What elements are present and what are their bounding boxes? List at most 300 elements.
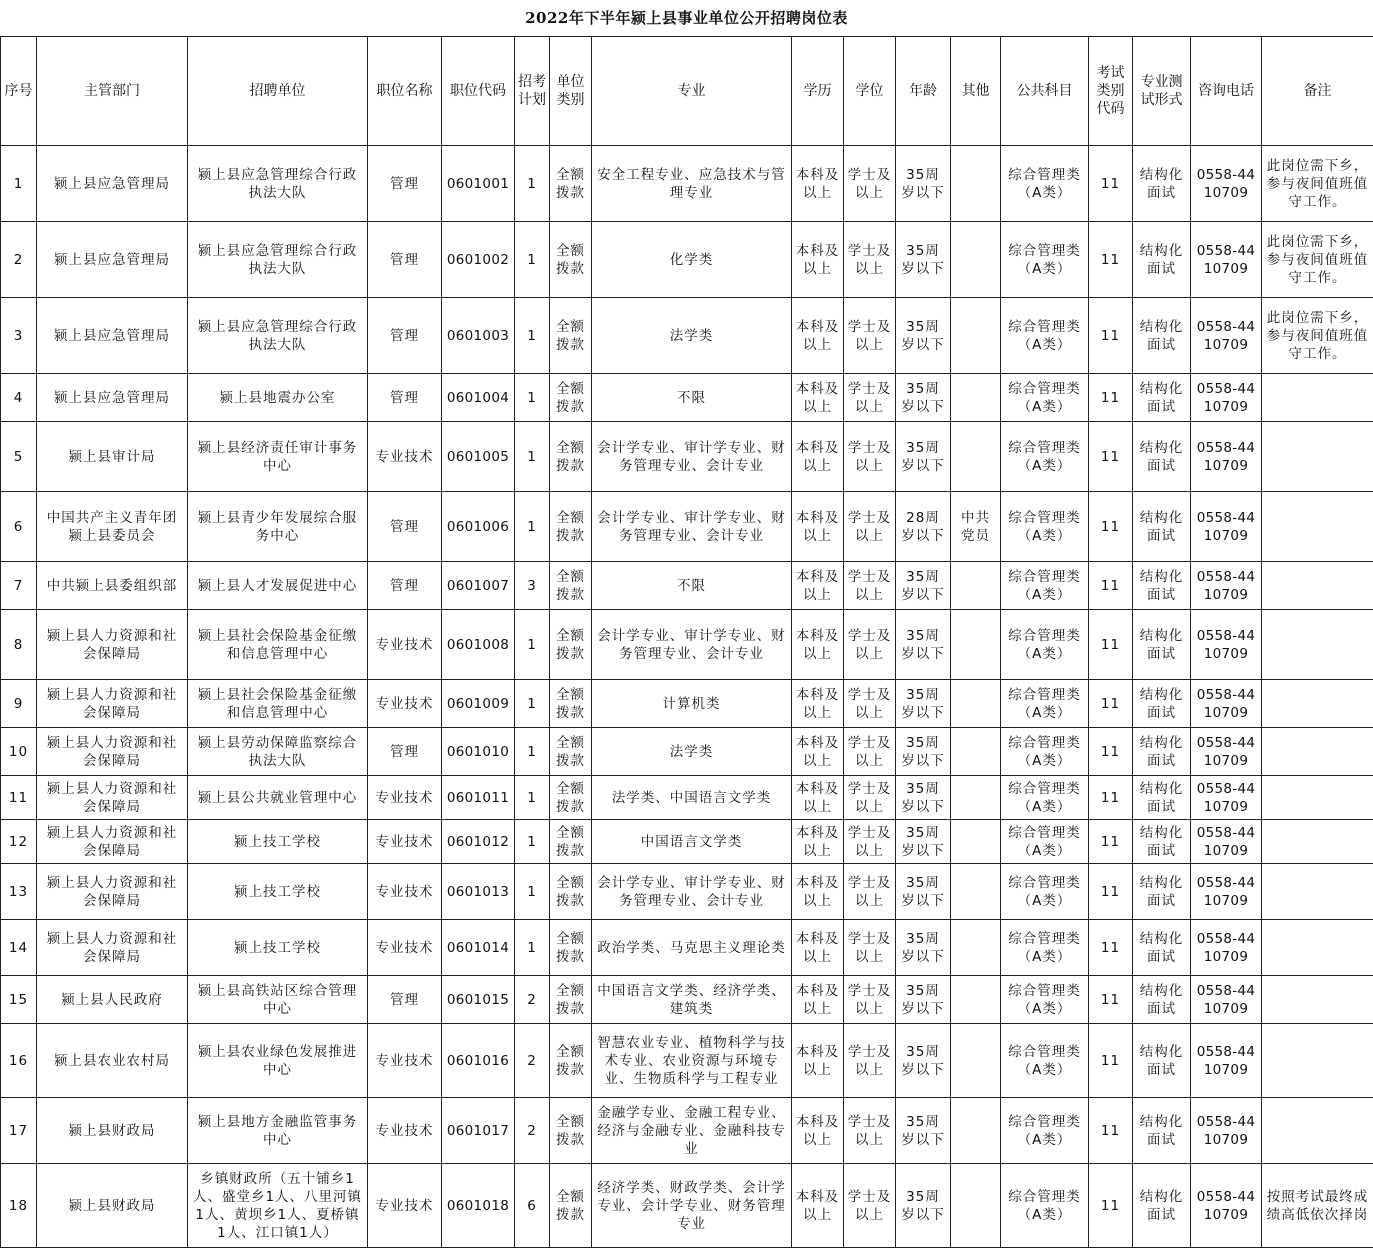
cell-seq: 15 [1, 976, 37, 1024]
cell-deg: 学士及以上 [844, 374, 896, 422]
cell-seq: 9 [1, 680, 37, 728]
cell-other [951, 820, 1001, 864]
cell-edu: 本科及以上 [792, 1098, 844, 1164]
cell-major: 金融学专业、金融工程专业、经济与金融专业、金融科技专业 [592, 1098, 792, 1164]
cell-age: 35周岁以下 [896, 820, 951, 864]
cell-seq: 3 [1, 298, 37, 374]
cell-plan: 1 [515, 374, 550, 422]
cell-age: 35周岁以下 [896, 1024, 951, 1098]
cell-unit: 颍上县应急管理综合行政执法大队 [188, 298, 368, 374]
cell-unit: 颍上县社会保险基金征缴和信息管理中心 [188, 610, 368, 680]
cell-seq: 5 [1, 422, 37, 492]
column-header: 招考计划 [515, 37, 550, 146]
table-row [1, 776, 1373, 820]
cell-age: 35周岁以下 [896, 728, 951, 776]
cell-dept: 颍上县农业农村局 [37, 1024, 188, 1098]
cell-examcode: 11 [1089, 864, 1133, 920]
cell-pos: 专业技术 [368, 422, 442, 492]
cell-pub: 综合管理类（A类） [1001, 374, 1089, 422]
cell-unit: 颍上县地震办公室 [188, 374, 368, 422]
column-header: 考试类别代码 [1089, 37, 1133, 146]
cell-pos: 专业技术 [368, 776, 442, 820]
cell-other [951, 1164, 1001, 1248]
cell-dept: 颍上县人力资源和社会保障局 [37, 864, 188, 920]
cell-age: 35周岁以下 [896, 976, 951, 1024]
cell-examcode: 11 [1089, 776, 1133, 820]
cell-edu: 本科及以上 [792, 728, 844, 776]
cell-major: 政治学类、马克思主义理论类 [592, 920, 792, 976]
cell-note [1262, 422, 1373, 492]
cell-plan: 1 [515, 146, 550, 222]
cell-note [1262, 920, 1373, 976]
cell-examcode: 11 [1089, 422, 1133, 492]
cell-major: 经济学类、财政学类、会计学专业、会计学专业、财务管理专业 [592, 1164, 792, 1248]
cell-test: 结构化面试 [1133, 864, 1191, 920]
cell-pos: 专业技术 [368, 1164, 442, 1248]
cell-deg: 学士及以上 [844, 1098, 896, 1164]
cell-pub: 综合管理类（A类） [1001, 562, 1089, 610]
cell-dept: 颍上县人力资源和社会保障局 [37, 610, 188, 680]
cell-dept: 颍上县应急管理局 [37, 146, 188, 222]
cell-other [951, 680, 1001, 728]
cell-pub: 综合管理类（A类） [1001, 820, 1089, 864]
cell-unit: 颍上县经济责任审计事务中心 [188, 422, 368, 492]
cell-deg: 学士及以上 [844, 1164, 896, 1248]
column-header: 专业 [592, 37, 792, 146]
cell-pos: 专业技术 [368, 1098, 442, 1164]
cell-deg: 学士及以上 [844, 298, 896, 374]
cell-phone: 0558-4410709 [1191, 374, 1262, 422]
cell-unit: 颍上县公共就业管理中心 [188, 776, 368, 820]
cell-dept: 颍上县人力资源和社会保障局 [37, 820, 188, 864]
cell-deg: 学士及以上 [844, 562, 896, 610]
cell-edu: 本科及以上 [792, 1164, 844, 1248]
cell-dept: 颍上县财政局 [37, 1164, 188, 1248]
cell-cat: 全额拨款 [550, 976, 592, 1024]
cell-cat: 全额拨款 [550, 374, 592, 422]
cell-seq: 7 [1, 562, 37, 610]
cell-other [951, 976, 1001, 1024]
cell-unit: 颍上县劳动保障监察综合执法大队 [188, 728, 368, 776]
cell-pub: 综合管理类（A类） [1001, 146, 1089, 222]
cell-seq: 10 [1, 728, 37, 776]
cell-note [1262, 864, 1373, 920]
cell-plan: 6 [515, 1164, 550, 1248]
cell-examcode: 11 [1089, 492, 1133, 562]
cell-deg: 学士及以上 [844, 864, 896, 920]
cell-other [951, 920, 1001, 976]
cell-deg: 学士及以上 [844, 820, 896, 864]
cell-plan: 1 [515, 298, 550, 374]
cell-edu: 本科及以上 [792, 976, 844, 1024]
cell-unit: 颍上县农业绿色发展推进中心 [188, 1024, 368, 1098]
cell-major: 中国语言文学类 [592, 820, 792, 864]
column-header: 职位名称 [368, 37, 442, 146]
cell-age: 35周岁以下 [896, 864, 951, 920]
cell-dept: 颍上县应急管理局 [37, 374, 188, 422]
cell-seq: 4 [1, 374, 37, 422]
cell-pos: 专业技术 [368, 920, 442, 976]
cell-deg: 学士及以上 [844, 728, 896, 776]
cell-pub: 综合管理类（A类） [1001, 1024, 1089, 1098]
table-row [1, 610, 1373, 680]
cell-code: 0601004 [442, 374, 515, 422]
cell-edu: 本科及以上 [792, 492, 844, 562]
cell-test: 结构化面试 [1133, 820, 1191, 864]
column-header: 招聘单位 [188, 37, 368, 146]
cell-dept: 颍上县应急管理局 [37, 298, 188, 374]
cell-phone: 0558-4410709 [1191, 422, 1262, 492]
cell-deg: 学士及以上 [844, 920, 896, 976]
cell-examcode: 11 [1089, 610, 1133, 680]
cell-code: 0601009 [442, 680, 515, 728]
cell-note [1262, 776, 1373, 820]
cell-edu: 本科及以上 [792, 920, 844, 976]
cell-other [951, 562, 1001, 610]
cell-test: 结构化面试 [1133, 976, 1191, 1024]
table-row [1, 492, 1373, 562]
cell-pub: 综合管理类（A类） [1001, 610, 1089, 680]
cell-phone: 0558-4410709 [1191, 820, 1262, 864]
cell-unit: 颍上技工学校 [188, 820, 368, 864]
cell-test: 结构化面试 [1133, 1024, 1191, 1098]
cell-major: 智慧农业专业、植物科学与技术专业、农业资源与环境专业、生物质科学与工程专业 [592, 1024, 792, 1098]
cell-plan: 1 [515, 920, 550, 976]
cell-pub: 综合管理类（A类） [1001, 422, 1089, 492]
cell-test: 结构化面试 [1133, 492, 1191, 562]
cell-dept: 中共颍上县委组织部 [37, 562, 188, 610]
cell-code: 0601001 [442, 146, 515, 222]
cell-code: 0601002 [442, 222, 515, 298]
cell-deg: 学士及以上 [844, 422, 896, 492]
cell-code: 0601008 [442, 610, 515, 680]
cell-major: 法学类 [592, 728, 792, 776]
cell-examcode: 11 [1089, 820, 1133, 864]
cell-age: 35周岁以下 [896, 680, 951, 728]
column-header: 主管部门 [37, 37, 188, 146]
table-row [1, 680, 1373, 728]
column-header: 职位代码 [442, 37, 515, 146]
cell-test: 结构化面试 [1133, 146, 1191, 222]
table-row [1, 1024, 1373, 1098]
cell-dept: 颍上县人民政府 [37, 976, 188, 1024]
cell-age: 35周岁以下 [896, 298, 951, 374]
cell-plan: 1 [515, 728, 550, 776]
cell-pub: 综合管理类（A类） [1001, 298, 1089, 374]
cell-pub: 综合管理类（A类） [1001, 776, 1089, 820]
cell-age: 35周岁以下 [896, 422, 951, 492]
cell-note: 此岗位需下乡，参与夜间值班值守工作。 [1262, 146, 1373, 222]
cell-seq: 1 [1, 146, 37, 222]
cell-examcode: 11 [1089, 562, 1133, 610]
cell-examcode: 11 [1089, 976, 1133, 1024]
cell-dept: 颍上县财政局 [37, 1098, 188, 1164]
cell-code: 0601006 [442, 492, 515, 562]
cell-edu: 本科及以上 [792, 610, 844, 680]
cell-deg: 学士及以上 [844, 146, 896, 222]
cell-other [951, 728, 1001, 776]
cell-other: 中共党员 [951, 492, 1001, 562]
cell-pub: 综合管理类（A类） [1001, 728, 1089, 776]
cell-pos: 专业技术 [368, 1024, 442, 1098]
cell-note: 此岗位需下乡，参与夜间值班值守工作。 [1262, 298, 1373, 374]
cell-cat: 全额拨款 [550, 776, 592, 820]
cell-plan: 2 [515, 976, 550, 1024]
cell-pos: 管理 [368, 374, 442, 422]
cell-examcode: 11 [1089, 146, 1133, 222]
cell-major: 法学类 [592, 298, 792, 374]
column-header: 年龄 [896, 37, 951, 146]
cell-deg: 学士及以上 [844, 610, 896, 680]
cell-pub: 综合管理类（A类） [1001, 680, 1089, 728]
header-row [1, 37, 1373, 146]
cell-test: 结构化面试 [1133, 610, 1191, 680]
table-row [1, 298, 1373, 374]
cell-major: 会计学专业、审计学专业、财务管理专业、会计专业 [592, 422, 792, 492]
cell-pos: 管理 [368, 298, 442, 374]
cell-seq: 6 [1, 492, 37, 562]
cell-test: 结构化面试 [1133, 728, 1191, 776]
cell-examcode: 11 [1089, 374, 1133, 422]
cell-other [951, 776, 1001, 820]
cell-pos: 管理 [368, 976, 442, 1024]
cell-note [1262, 820, 1373, 864]
cell-dept: 颍上县审计局 [37, 422, 188, 492]
cell-plan: 1 [515, 820, 550, 864]
cell-age: 35周岁以下 [896, 1098, 951, 1164]
cell-age: 35周岁以下 [896, 374, 951, 422]
cell-seq: 11 [1, 776, 37, 820]
cell-test: 结构化面试 [1133, 298, 1191, 374]
cell-phone: 0558-4410709 [1191, 728, 1262, 776]
cell-examcode: 11 [1089, 222, 1133, 298]
column-header: 学位 [844, 37, 896, 146]
cell-note [1262, 680, 1373, 728]
cell-age: 35周岁以下 [896, 610, 951, 680]
cell-edu: 本科及以上 [792, 422, 844, 492]
cell-plan: 1 [515, 864, 550, 920]
cell-dept: 颍上县人力资源和社会保障局 [37, 680, 188, 728]
cell-major: 不限 [592, 374, 792, 422]
cell-edu: 本科及以上 [792, 864, 844, 920]
cell-pos: 管理 [368, 492, 442, 562]
cell-cat: 全额拨款 [550, 422, 592, 492]
cell-note [1262, 562, 1373, 610]
cell-cat: 全额拨款 [550, 728, 592, 776]
cell-test: 结构化面试 [1133, 920, 1191, 976]
cell-note [1262, 1024, 1373, 1098]
cell-cat: 全额拨款 [550, 680, 592, 728]
table-row [1, 222, 1373, 298]
cell-pub: 综合管理类（A类） [1001, 920, 1089, 976]
cell-pub: 综合管理类（A类） [1001, 1098, 1089, 1164]
cell-unit: 颍上县应急管理综合行政执法大队 [188, 146, 368, 222]
table-row [1, 422, 1373, 492]
table-row [1, 146, 1373, 222]
cell-test: 结构化面试 [1133, 776, 1191, 820]
cell-other [951, 1098, 1001, 1164]
cell-age: 35周岁以下 [896, 146, 951, 222]
cell-pos: 管理 [368, 146, 442, 222]
cell-other [951, 222, 1001, 298]
cell-note [1262, 728, 1373, 776]
column-header: 单位类别 [550, 37, 592, 146]
cell-major: 会计学专业、审计学专业、财务管理专业、会计专业 [592, 864, 792, 920]
cell-examcode: 11 [1089, 1098, 1133, 1164]
column-header: 公共科目 [1001, 37, 1089, 146]
cell-unit: 颍上技工学校 [188, 864, 368, 920]
cell-pos: 专业技术 [368, 820, 442, 864]
cell-deg: 学士及以上 [844, 222, 896, 298]
column-header: 其他 [951, 37, 1001, 146]
cell-note [1262, 374, 1373, 422]
cell-phone: 0558-4410709 [1191, 976, 1262, 1024]
cell-seq: 18 [1, 1164, 37, 1248]
cell-age: 35周岁以下 [896, 1164, 951, 1248]
cell-cat: 全额拨款 [550, 864, 592, 920]
cell-plan: 1 [515, 776, 550, 820]
cell-plan: 1 [515, 610, 550, 680]
cell-plan: 1 [515, 680, 550, 728]
cell-unit: 颍上县高铁站区综合管理中心 [188, 976, 368, 1024]
cell-phone: 0558-4410709 [1191, 1024, 1262, 1098]
cell-dept: 颍上县人力资源和社会保障局 [37, 776, 188, 820]
cell-examcode: 11 [1089, 920, 1133, 976]
cell-edu: 本科及以上 [792, 374, 844, 422]
cell-cat: 全额拨款 [550, 562, 592, 610]
cell-other [951, 610, 1001, 680]
cell-edu: 本科及以上 [792, 222, 844, 298]
table-row [1, 374, 1373, 422]
cell-edu: 本科及以上 [792, 680, 844, 728]
cell-major: 会计学专业、审计学专业、财务管理专业、会计专业 [592, 610, 792, 680]
cell-plan: 3 [515, 562, 550, 610]
cell-note: 按照考试最终成绩高低依次择岗 [1262, 1164, 1373, 1248]
column-header: 备注 [1262, 37, 1373, 146]
cell-phone: 0558-4410709 [1191, 776, 1262, 820]
cell-dept: 中国共产主义青年团颍上县委员会 [37, 492, 188, 562]
table-row [1, 1164, 1373, 1248]
cell-unit: 颍上县地方金融监管事务中心 [188, 1098, 368, 1164]
cell-age: 28周岁以下 [896, 492, 951, 562]
cell-cat: 全额拨款 [550, 920, 592, 976]
table-row [1, 1098, 1373, 1164]
cell-major: 中国语言文学类、经济学类、建筑类 [592, 976, 792, 1024]
cell-plan: 2 [515, 1098, 550, 1164]
cell-cat: 全额拨款 [550, 492, 592, 562]
cell-major: 法学类、中国语言文学类 [592, 776, 792, 820]
cell-test: 结构化面试 [1133, 1098, 1191, 1164]
cell-unit: 颍上技工学校 [188, 920, 368, 976]
cell-examcode: 11 [1089, 1164, 1133, 1248]
cell-examcode: 11 [1089, 728, 1133, 776]
cell-code: 0601015 [442, 976, 515, 1024]
cell-edu: 本科及以上 [792, 298, 844, 374]
cell-phone: 0558-4410709 [1191, 222, 1262, 298]
cell-other [951, 422, 1001, 492]
cell-cat: 全额拨款 [550, 1164, 592, 1248]
cell-age: 35周岁以下 [896, 562, 951, 610]
cell-code: 0601016 [442, 1024, 515, 1098]
cell-pos: 管理 [368, 222, 442, 298]
cell-seq: 17 [1, 1098, 37, 1164]
cell-deg: 学士及以上 [844, 976, 896, 1024]
cell-code: 0601013 [442, 864, 515, 920]
cell-code: 0601011 [442, 776, 515, 820]
cell-test: 结构化面试 [1133, 422, 1191, 492]
cell-plan: 2 [515, 1024, 550, 1098]
cell-pos: 专业技术 [368, 610, 442, 680]
cell-seq: 13 [1, 864, 37, 920]
cell-unit: 颍上县青少年发展综合服务中心 [188, 492, 368, 562]
cell-phone: 0558-4410709 [1191, 562, 1262, 610]
table-row [1, 728, 1373, 776]
cell-seq: 16 [1, 1024, 37, 1098]
cell-other [951, 146, 1001, 222]
cell-cat: 全额拨款 [550, 820, 592, 864]
cell-pub: 综合管理类（A类） [1001, 222, 1089, 298]
cell-deg: 学士及以上 [844, 680, 896, 728]
cell-major: 化学类 [592, 222, 792, 298]
cell-edu: 本科及以上 [792, 146, 844, 222]
cell-unit: 颍上县社会保险基金征缴和信息管理中心 [188, 680, 368, 728]
table-row [1, 864, 1373, 920]
cell-deg: 学士及以上 [844, 492, 896, 562]
column-header: 专业测试形式 [1133, 37, 1191, 146]
cell-test: 结构化面试 [1133, 562, 1191, 610]
cell-age: 35周岁以下 [896, 920, 951, 976]
cell-cat: 全额拨款 [550, 146, 592, 222]
cell-plan: 1 [515, 492, 550, 562]
cell-major: 计算机类 [592, 680, 792, 728]
cell-cat: 全额拨款 [550, 1098, 592, 1164]
cell-plan: 1 [515, 222, 550, 298]
cell-age: 35周岁以下 [896, 222, 951, 298]
cell-deg: 学士及以上 [844, 776, 896, 820]
cell-major: 会计学专业、审计学专业、财务管理专业、会计专业 [592, 492, 792, 562]
cell-seq: 12 [1, 820, 37, 864]
cell-phone: 0558-4410709 [1191, 920, 1262, 976]
cell-phone: 0558-4410709 [1191, 680, 1262, 728]
cell-phone: 0558-4410709 [1191, 492, 1262, 562]
table-row [1, 562, 1373, 610]
cell-edu: 本科及以上 [792, 820, 844, 864]
cell-examcode: 11 [1089, 1024, 1133, 1098]
cell-note [1262, 492, 1373, 562]
cell-edu: 本科及以上 [792, 776, 844, 820]
cell-major: 安全工程专业、应急技术与管理专业 [592, 146, 792, 222]
cell-phone: 0558-4410709 [1191, 146, 1262, 222]
cell-phone: 0558-4410709 [1191, 1098, 1262, 1164]
column-header: 序号 [1, 37, 37, 146]
cell-code: 0601017 [442, 1098, 515, 1164]
cell-age: 35周岁以下 [896, 776, 951, 820]
cell-pos: 专业技术 [368, 680, 442, 728]
cell-pos: 管理 [368, 562, 442, 610]
cell-pub: 综合管理类（A类） [1001, 976, 1089, 1024]
cell-note [1262, 1098, 1373, 1164]
cell-test: 结构化面试 [1133, 1164, 1191, 1248]
recruitment-table [0, 36, 1373, 1248]
cell-other [951, 864, 1001, 920]
cell-examcode: 11 [1089, 680, 1133, 728]
cell-note: 此岗位需下乡，参与夜间值班值守工作。 [1262, 222, 1373, 298]
cell-seq: 8 [1, 610, 37, 680]
cell-code: 0601010 [442, 728, 515, 776]
cell-cat: 全额拨款 [550, 222, 592, 298]
cell-code: 0601012 [442, 820, 515, 864]
cell-unit: 颍上县人才发展促进中心 [188, 562, 368, 610]
